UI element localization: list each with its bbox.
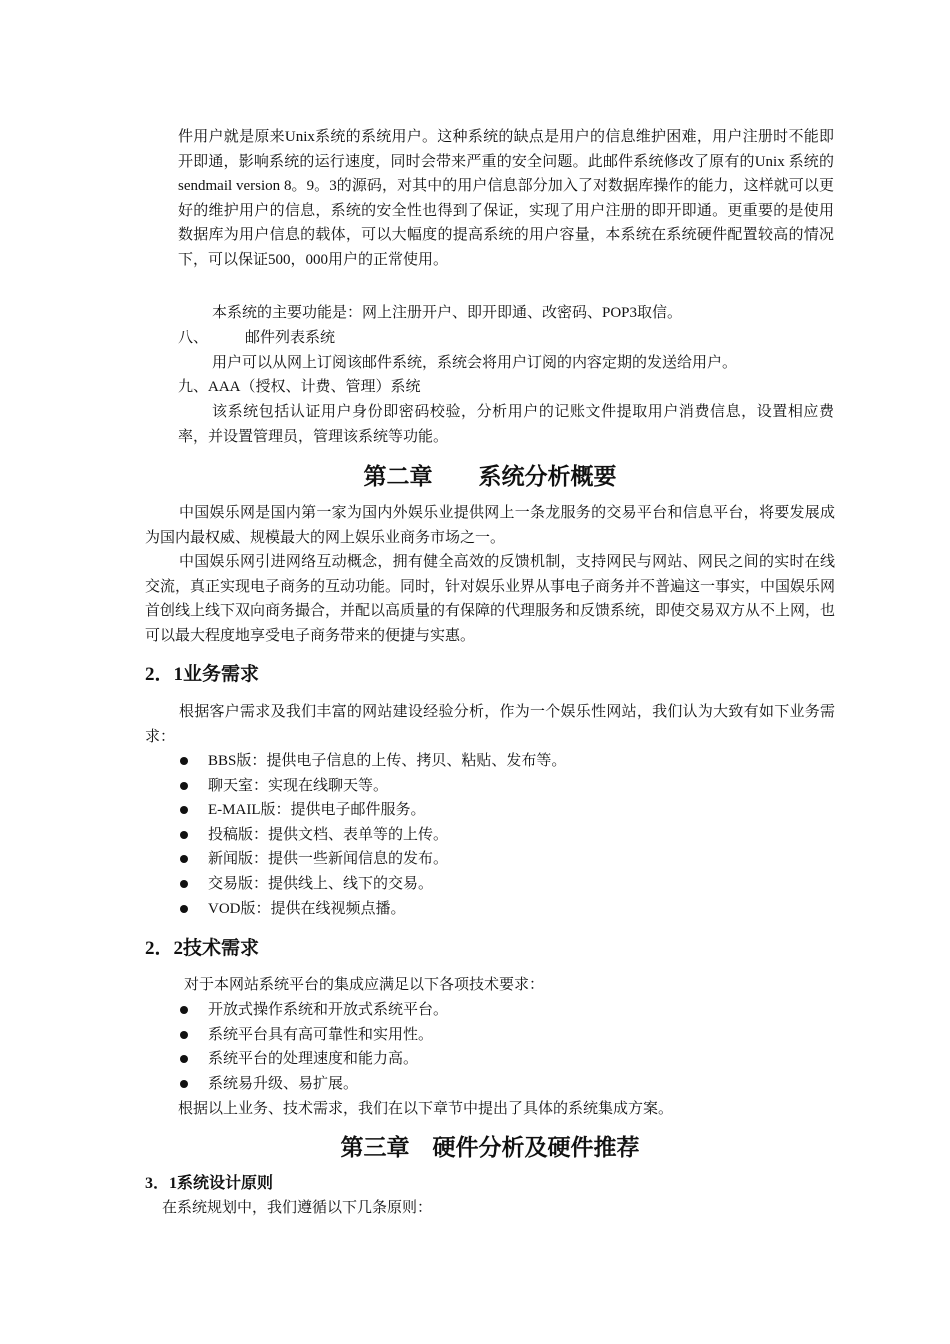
list-item-text: VOD版：提供在线视频点播。 [208, 900, 406, 917]
list-item-text: 系统易升级、易扩展。 [208, 1075, 359, 1092]
list-item-text: 投稿版：提供文档、表单等的上传。 [208, 826, 449, 843]
bullet-icon [180, 1080, 188, 1088]
item9-description: 该系统包括认证用户身份即密码校验，分析用户的记账文件提取用户消费信息，设置相应费率，并设置管理员，管理该系统等功能。 [178, 404, 834, 445]
list-item-text: BBS版：提供电子信息的上传、拷贝、粘贴、发布等。 [208, 753, 567, 769]
list-item [180, 1023, 800, 1048]
intro-paragraph: 件用户就是原来Unix系统的系统用户。这种系统的缺点是用户的信息维护困难，用户注册时不能即开即通，影响系统的运行速度，同时会带来严重的安全问题。此邮件系统修改了原有的Unix 系统的sendmail version 8。9。3的源码，对其中的用户信息部分加入了对数据库操作的能力，这样就可以更好的维护用户的信息，系统的安全性也得到了保证，实现了用户注册的即开即通。更重要的是使用数据库为用户信息的载体，可以大幅度的提高系统的用户容量，本系统在系统硬件配置较高的情况下，可以保证500，000用户的正常使用。 [178, 129, 834, 268]
list-item [180, 774, 800, 799]
item8-number: 八、 [178, 330, 209, 346]
list-item-text: 系统平台的处理速度和能力高。 [208, 1051, 419, 1068]
list-item [180, 872, 800, 897]
section-2-1-title: 2．1业务需求 [145, 664, 260, 685]
list-item [180, 1047, 800, 1072]
section-2-1-intro: 根据客户需求及我们丰富的网站建设经验分析，作为一个娱乐性网站，我们认为大致有如下业务需求： [145, 704, 835, 745]
list-item [180, 847, 800, 872]
list-item [180, 998, 800, 1023]
list-item-text: 开放式操作系统和开放式系统平台。 [208, 1002, 449, 1018]
bullet-icon [180, 806, 188, 814]
list-item-text: 聊天室：实现在线聊天等。 [208, 777, 389, 794]
list-item-text: E-MAIL版：提供电子邮件服务。 [208, 802, 426, 819]
chapter3-title: 第三章 硬件分析及硬件推荐 [340, 1135, 640, 1160]
bullet-icon [180, 855, 188, 863]
bullet-icon [180, 1055, 188, 1063]
main-functions-line: 本系统的主要功能是：网上注册开户、即开即通、改密码、POP3取信。 [212, 305, 683, 321]
bullet-icon [180, 905, 188, 913]
item9-title: 九、AAA（授权、计费、管理）系统 [178, 379, 421, 395]
bullet-icon [180, 757, 188, 765]
section-2-2-conclusion: 根据以上业务、技术需求，我们在以下章节中提出了具体的系统集成方案。 [178, 1101, 674, 1117]
bullet-icon [180, 1006, 188, 1014]
chapter2-paragraph-2: 中国娱乐网引进网络互动概念，拥有健全高效的反馈机制，支持网民与网站、网民之间的实时在线交流，真正实现电子商务的互动功能。同时，针对娱乐业界从事电子商务并不普遍这一事实，中国娱乐网首创线上线下双向商务撮合，并配以高质量的有保障的代理服务和反馈系统，即使交易双方从不上网，也可以最大程度地享受电子商务带来的便捷与实惠。 [145, 554, 836, 644]
bullet-icon [180, 880, 188, 888]
chapter2-paragraph-1: 中国娱乐网是国内第一家为国内外娱乐业提供网上一条龙服务的交易平台和信息平台，将要发展成为国内最权威、规模最大的网上娱乐业商务市场之一。 [145, 505, 835, 546]
technical-requirements-list [180, 998, 800, 1096]
bullet-icon [180, 782, 188, 790]
list-item-text: 交易版：提供线上、线下的交易。 [208, 875, 434, 892]
list-item [180, 749, 800, 774]
list-item [180, 798, 800, 823]
item8-description: 用户可以从网上订阅该邮件系统，系统会将用户订阅的内容定期的发送给用户。 [212, 355, 738, 371]
list-item [180, 1072, 800, 1097]
bullet-icon [180, 831, 188, 839]
section-2-2-intro: 对于本网站系统平台的集成应满足以下各项技术要求： [184, 977, 545, 993]
list-item [180, 823, 800, 848]
bullet-icon [180, 1031, 188, 1039]
section-2-2-title: 2．2技术需求 [145, 938, 260, 959]
chapter2-title: 第二章 系统分析概要 [363, 464, 617, 489]
list-item-text: 新闻版：提供一些新闻信息的发布。 [208, 851, 449, 868]
item8-title: 邮件列表系统 [245, 330, 336, 346]
section-3-1-intro: 在系统规划中，我们遵循以下几条原则： [162, 1200, 433, 1216]
business-requirements-list [180, 749, 800, 921]
list-item [180, 897, 800, 922]
list-item-text: 系统平台具有高可靠性和实用性。 [208, 1026, 434, 1043]
section-3-1-title: 3．1系统设计原则 [145, 1175, 274, 1192]
